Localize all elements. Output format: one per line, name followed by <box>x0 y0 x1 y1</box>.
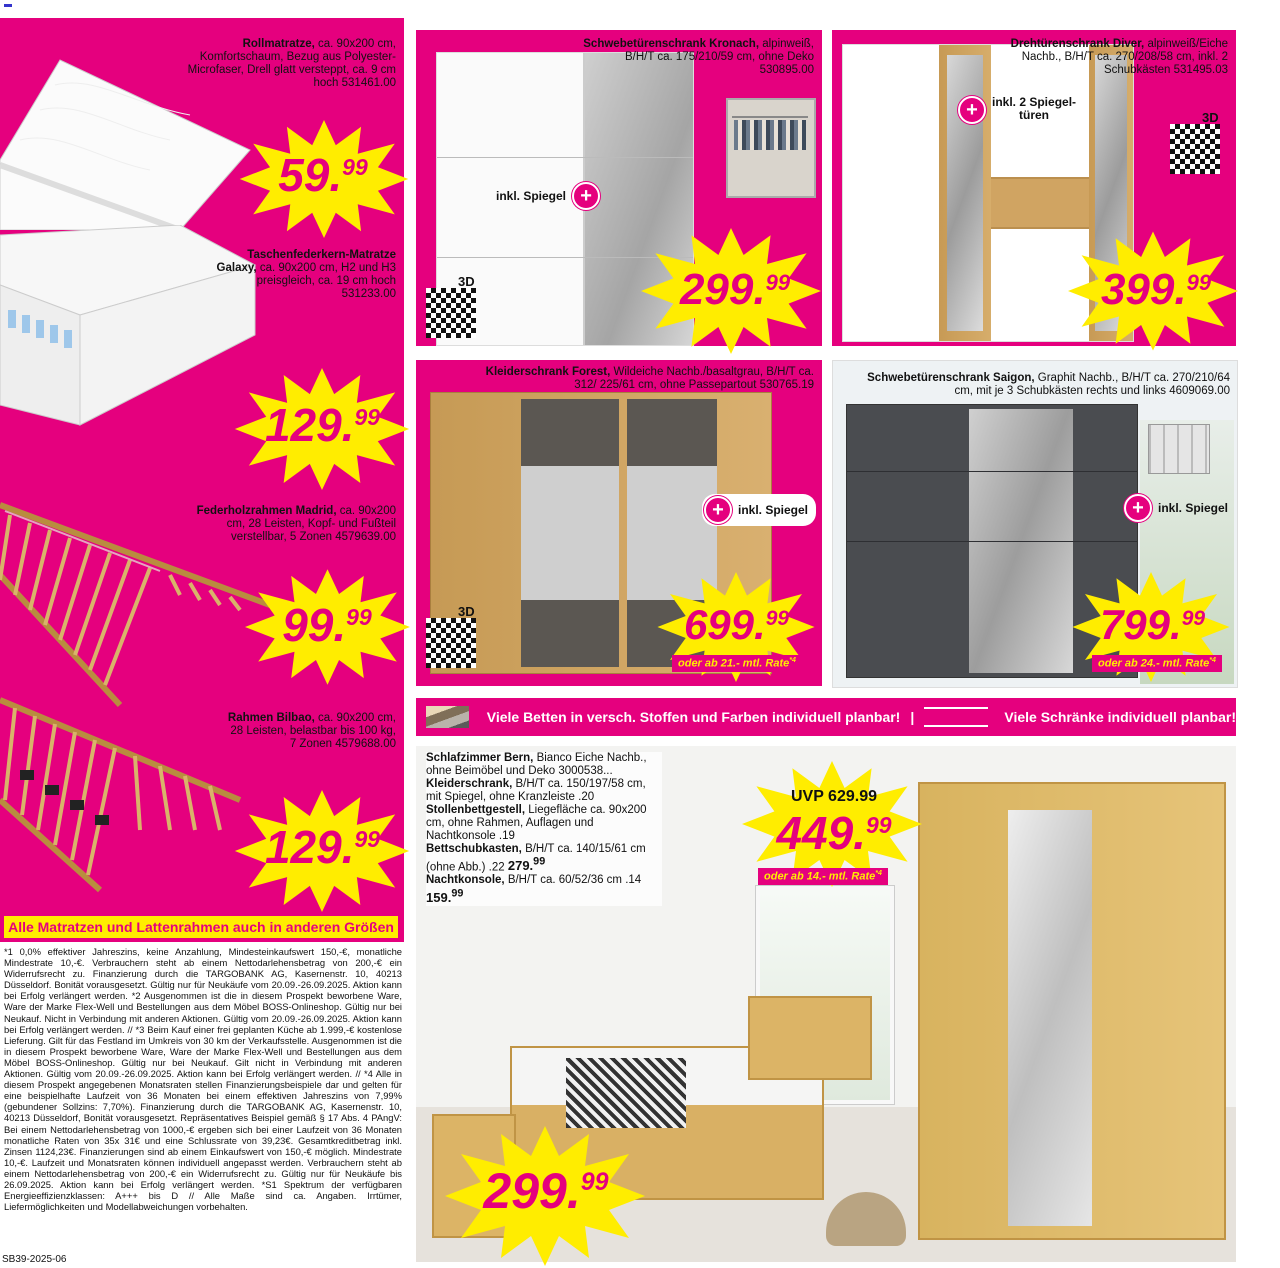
forest-door-1 <box>521 399 619 667</box>
forest-qr-code[interactable] <box>426 618 476 668</box>
bern-nacht-price <box>426 887 464 905</box>
page-code-text: SB39-2025-06 <box>2 1254 67 1265</box>
kronach-inside-image <box>726 98 816 198</box>
price-main: 299. <box>483 1163 581 1219</box>
price-bilbao <box>240 821 405 873</box>
price-madrid <box>252 599 402 651</box>
price-diver <box>1076 265 1236 314</box>
swatch-icon <box>426 706 469 728</box>
saigon-desc <box>850 372 1230 398</box>
price-cents: 99 <box>1181 607 1206 630</box>
galaxy-desc <box>216 249 396 301</box>
sizes-banner-text: Alle Matratzen und Lattenrahmen auch in anderen Größen <box>8 919 394 935</box>
price-cents: 99 <box>1186 270 1212 295</box>
saigon-text: Graphit Nachb., B/H/T ca. 270/210/64 cm, mit je 3 Schubkästen rechts und links 4609069.00 <box>954 372 1230 397</box>
page-code <box>2 1254 67 1265</box>
price-forest <box>654 601 819 648</box>
qr-label-text: 3D <box>458 274 475 289</box>
rate-note: *4 <box>875 870 882 877</box>
rate-note: *4 <box>1209 657 1216 664</box>
plus-icon: + <box>958 96 986 124</box>
bern-schub-text: B/H/T ca. 140/15/61 cm (ohne Abb.) .22 <box>426 843 646 874</box>
bern-bett-title: Stollenbettgestell, <box>426 804 526 816</box>
kronach-qr-code[interactable] <box>426 288 476 338</box>
price-cents: 99 <box>765 607 790 630</box>
kronach-badge <box>496 182 600 210</box>
price-bern <box>754 807 914 859</box>
forest-qr-label <box>458 604 475 619</box>
rollmatratze-title: Rollmatratze, <box>242 38 315 50</box>
diver-qr-code[interactable] <box>1170 124 1220 174</box>
measure-icon <box>924 707 988 727</box>
fineprint <box>4 946 402 1246</box>
uvp-text: UVP 629.99 <box>791 788 877 805</box>
banner-sep: | <box>910 709 915 725</box>
bern-title: Schlafzimmer Bern, <box>426 752 534 764</box>
bilbao-desc <box>226 712 396 751</box>
forest-badge-label: inkl. Spiegel <box>738 503 809 517</box>
forest-desc <box>470 366 814 392</box>
kronach-clothes <box>734 120 806 150</box>
price-cents: 99 <box>765 270 791 295</box>
rate-text: oder ab 14.- mtl. Rate <box>764 870 876 883</box>
price-galaxy <box>240 399 405 451</box>
saigon-badge-label: inkl. Spiegel <box>1158 501 1229 515</box>
madrid-title: Federholzrahmen Madrid, <box>196 505 337 517</box>
rate-note: *4 <box>789 657 796 664</box>
diver-qr-label <box>1202 110 1219 125</box>
bern-mirror <box>1008 810 1092 1226</box>
diver-title: Drehtürenschrank Diver, <box>1010 38 1145 50</box>
plus-icon: + <box>572 182 600 210</box>
galaxy-text: ca. 90x200 cm, H2 und H3 preisgleich, ca. 19 cm hoch 531233.00 <box>256 262 396 300</box>
price-main: 99. <box>282 599 347 651</box>
bilbao-text: ca. 90x200 cm, 28 Leisten, belastbar bis 100 kg, 7 Zonen 4579688.00 <box>230 712 396 750</box>
diver-badge <box>958 96 1076 124</box>
price-cents: 99 <box>451 887 464 900</box>
saigon-line <box>847 471 1137 472</box>
price-main: 129. <box>264 821 355 873</box>
planning-banner <box>416 698 1236 736</box>
bern-dresser <box>748 996 872 1080</box>
price-cents: 99 <box>342 154 368 180</box>
diver-badge-line1: inkl. 2 Spiegel- <box>992 95 1077 109</box>
galaxy-title: Taschenfederkern-Matratze Galaxy, <box>216 249 396 274</box>
price-main: 799. <box>1099 601 1182 648</box>
saigon-interior-image <box>1148 424 1210 474</box>
plus-icon: + <box>1124 494 1152 522</box>
bern-nacht-text: B/H/T ca. 60/52/36 cm .14 <box>507 874 642 887</box>
diver-drawers <box>991 177 1089 229</box>
bilbao-title: Rahmen Bilbao, <box>227 712 315 724</box>
bern-uvp <box>784 788 884 806</box>
bern-kleiderschrank-title: Kleiderschrank, <box>426 778 513 790</box>
kronach-rail <box>732 116 808 118</box>
bern-kleiderschrank-text: B/H/T ca. 150/197/58 cm, mit Spiegel, ohne Kranzleiste .20 <box>426 778 646 803</box>
forest-badge <box>702 494 816 526</box>
price-rollmatratze <box>248 149 398 201</box>
bern-wardrobe <box>918 782 1226 1240</box>
price-cents: 99 <box>533 856 546 868</box>
rate-text: oder ab 24.- mtl. Rate <box>1098 657 1210 670</box>
bern-schub-price <box>508 858 545 873</box>
saigon-title: Schwebetürenschrank Saigon, <box>867 372 1035 384</box>
madrid-desc <box>186 505 396 544</box>
bilbao-frame-image <box>0 690 260 900</box>
rollmatratze-desc <box>166 38 396 90</box>
bern-rate <box>758 868 888 885</box>
kronach-qr-label <box>458 274 475 289</box>
bern-schub-title: Bettschubkasten, <box>426 843 522 855</box>
sizes-banner <box>4 916 398 938</box>
diver-badge-line2: türen <box>1019 108 1050 122</box>
price-main: 699. <box>683 601 766 648</box>
rollmatratze-text: ca. 90x200 cm, Komfortschaum, Bezug aus Polyester-Microfaser, Drell glatt versteppt, ca. 9 cm hoch 531461.00 <box>187 38 396 89</box>
saigon-rate <box>1092 655 1222 672</box>
price-main: 449. <box>776 807 866 859</box>
saigon-line2 <box>847 541 1137 542</box>
kronach-desc <box>580 38 814 77</box>
fineprint-text: *1 0,0% effektiver Jahreszins, keine Anzahlung, Mindesteinkaufswert 150,-€, monatliche Mindestrate 10,-€. Verbrauchern steht ab einem Nettodarlehensbetrag von 200,-€ ein Widerrufsrecht zu. Finanzierung durch die TARGOBANK AG, Kasernenstr. 10, 40213 Düsseldorf. Bonität vorausgesetzt. Gültig nur für Neukäufe vom 20.09.-26.09.2025. Aktion kann bei Erfolg verlängert werden. *2 Ausgenommen ist die in diesem Prospekt beworbene Ware, Ware der Marke Flex-Well und Bestellungen aus dem Möbel BOSS-Onlineshop. Gültig nur bei Neukauf. Nicht in Verbindung mit anderen Aktionen. Gültig vom 20.09.-26.09.2025. Aktion kann bei Erfolg verlängert werden. // *3 Beim Kauf einer frei geplanten Küche ab 1.999,-€ kostenlose Lieferung. Gilt für das Festland im Umkreis von 30 km der Verkaufsstelle. Ausgenommen ist die in diesem Prospekt beworbene Ware, Ware der Marke Flex-Well und Bestellungen aus dem Möbel BOSS-Onlineshop. Gültig nur bei Neukauf. Gilt nicht in Verbindung mit anderen Aktionen. Gültig vom 20.09.-26.09.2025. Aktion kann bei Erfolg verlängert werden. // *4 Alle in diesem Prospekt angegebenen Monatsraten stellen Finanzierungsbeispiele dar und gelten für eine beispielhafte Laufzeit von 36 Monaten bei einem effektiven Jahreszins von 7,99% (gebundener Sollzins: 7,70%). Finanzierung durch die TARGOBANK AG, Kasernenstr. 10, 40213 Düsseldorf, Bonität vorausgesetzt. Repräsentatives Beispiel gemäß § 17 Abs. 4 PAngV: Bei einem Nettodarlehensbetrag von 1000,-€ ergeben sich bei einer Laufzeit von 36 Monaten monatliche Raten von 35x 31€ und eine Schlussrate von 39,23€. Gesamtkreditbetrag inkl. Zinsen 1124,23€. Finanzierungen sind ab einem Einkaufswert von 150,-€ möglich. Mindestrate 10,-€. Laufzeit und Monatsraten können individuell angepasst werden. Verbrauchern steht ab einem Nettodarlehensbetrag von 200,-€ ein Widerrufsrecht zu. Gültig nur für Neukäufe bis 26.09.2025. Aktion kann bei Erfolg verlängert werden. *S1 Spektrum der verfügbaren Energieeffizienzklassen: A+++ bis D // Alle Maße sind ca. Angaben. Irrtümer, Liefermöglichkeiten und Modellabweichungen vorbehalten. <box>4 946 402 1213</box>
price-main: 59. <box>278 149 343 201</box>
price-bern-bed <box>456 1163 636 1219</box>
price-cents: 99 <box>580 1168 609 1196</box>
price-cents: 99 <box>865 812 892 838</box>
kronach-title: Schwebetürenschrank Kronach, <box>583 38 760 50</box>
bern-text: Bianco Eiche Nachb., ohne Beimöbel und Deko 3000538... <box>426 752 647 777</box>
corner-mark <box>4 4 12 7</box>
bern-desc <box>426 752 662 906</box>
madrid-text: ca. 90x200 cm, 28 Leisten, Kopf- und Fußteil verstellbar, 5 Zonen 4579639.00 <box>226 505 396 543</box>
diver-desc <box>1000 38 1228 77</box>
kronach-line <box>437 157 693 158</box>
bern-bett-text: Liegefläche ca. 90x200 cm, ohne Rahmen, Auflagen und Nachtkonsole .19 <box>426 804 647 842</box>
kronach-badge-label: inkl. Spiegel <box>496 189 567 203</box>
price-main: 279. <box>507 858 534 874</box>
price-kronach <box>650 265 820 314</box>
bern-nacht-title: Nachtkonsole, <box>426 874 505 887</box>
bern-throw <box>566 1058 686 1128</box>
price-main: 399. <box>1100 265 1187 314</box>
qr-label-text: 3D <box>1202 110 1219 125</box>
plus-icon: + <box>704 496 732 524</box>
saigon-badge <box>1124 494 1228 522</box>
price-main: 159. <box>426 889 452 905</box>
banner-right-text: Viele Schränke individuell planbar! <box>1004 709 1236 725</box>
forest-text: Wildeiche Nachb./basaltgrau, B/H/T ca. 312/ 225/61 cm, ohne Passepartout 530765.19 <box>574 366 814 391</box>
kronach-text: alpinweiß, B/H/T ca. 175/210/59 cm, ohne Deko 530895.00 <box>624 38 814 76</box>
diver-text: alpinweiß/Eiche Nachb., B/H/T ca. 270/208/58 cm, inkl. 2 Schubkästen 531495.03 <box>1021 38 1228 76</box>
banner-left-text: Viele Betten in versch. Stoffen und Farben individuell planbar! <box>486 709 901 725</box>
forest-title: Kleiderschrank Forest, <box>485 366 611 378</box>
price-main: 299. <box>679 265 766 314</box>
diver-badge-text <box>992 96 1076 122</box>
price-cents: 99 <box>354 826 381 852</box>
qr-label-text: 3D <box>458 604 475 619</box>
bern-pouf <box>826 1192 906 1246</box>
price-main: 129. <box>264 399 355 451</box>
forest-rate <box>672 655 802 672</box>
rate-text: oder ab 21.- mtl. Rate <box>678 657 790 670</box>
price-saigon <box>1070 601 1235 648</box>
price-cents: 99 <box>354 404 381 430</box>
price-cents: 99 <box>346 604 372 630</box>
